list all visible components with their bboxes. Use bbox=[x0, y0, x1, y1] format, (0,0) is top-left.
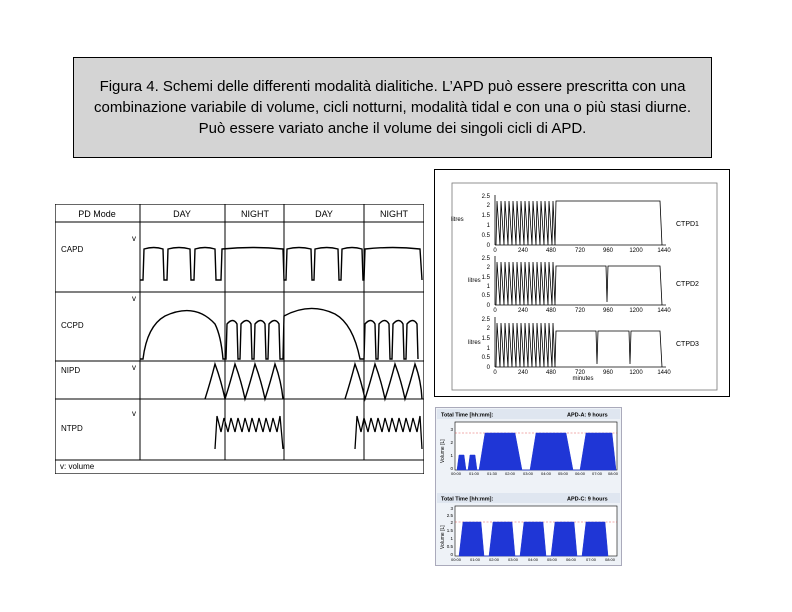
ctpd3-label: CTPD3 bbox=[676, 341, 699, 348]
apd2-xtick: 07:00 bbox=[585, 557, 597, 562]
apd1-xtick: 05:00 bbox=[557, 471, 569, 476]
apd2-xtick: 04:00 bbox=[527, 557, 539, 562]
apd-charts bbox=[435, 407, 622, 566]
header-night-2: NIGHT bbox=[380, 209, 408, 219]
apd1-ylabel: Volume [L] bbox=[440, 439, 446, 463]
apd2-volume-fill bbox=[459, 522, 608, 556]
ctpd1-ytick: 2.5 bbox=[481, 194, 490, 200]
ctpd1-ylabel: litres bbox=[451, 217, 464, 223]
apd2-ytick: 2 bbox=[450, 520, 453, 525]
apd1-xtick: 06:00 bbox=[574, 471, 586, 476]
ctpd2-ytick: 2 bbox=[486, 265, 490, 271]
apd1-xtick: 04:00 bbox=[540, 471, 552, 476]
header-day-2: DAY bbox=[315, 209, 333, 219]
apd2-xtick: 06:00 bbox=[565, 557, 577, 562]
axis-v-nipd: v bbox=[132, 363, 136, 372]
ctpd2-ytick: 0.5 bbox=[481, 293, 490, 299]
header-day-1: DAY bbox=[173, 209, 191, 219]
ctpd2-xtick: 0 bbox=[493, 308, 497, 314]
mode-capd: CAPD bbox=[61, 245, 84, 254]
apd2-xtick: 00:00 bbox=[450, 557, 462, 562]
ctpd3-xtick: 960 bbox=[602, 370, 614, 376]
ctpd3-xtick: 720 bbox=[574, 370, 586, 376]
apd2-ytick: 0 bbox=[450, 552, 453, 557]
ctpd1-xtick: 240 bbox=[517, 248, 529, 254]
apd1-xtick: 02:00 bbox=[504, 471, 516, 476]
ctpd2-xtick: 240 bbox=[517, 308, 529, 314]
ctpd1-xtick: 0 bbox=[493, 248, 497, 254]
ctpd2-xtick: 720 bbox=[574, 308, 586, 314]
apd1-xtick: 07:00 bbox=[591, 471, 603, 476]
figure-caption-box bbox=[73, 57, 712, 158]
apd1-xtick: 03:00 bbox=[522, 471, 534, 476]
ctpd1-ytick: 0 bbox=[486, 243, 490, 249]
ctpd3-ytick: 1 bbox=[486, 346, 490, 352]
ctpd-charts bbox=[434, 169, 730, 397]
apd1-ytick: 3 bbox=[450, 427, 453, 432]
ctpd1-ytick: 0.5 bbox=[481, 233, 490, 239]
ctpd3-ytick: 2.5 bbox=[481, 317, 490, 323]
mode-nipd: NIPD bbox=[61, 366, 81, 375]
mode-ntpd: NTPD bbox=[61, 424, 83, 433]
ctpd3-ytick: 1.5 bbox=[481, 336, 490, 342]
ctpd1-xtick: 480 bbox=[545, 248, 557, 254]
axis-v-capd: v bbox=[132, 234, 136, 243]
footnote-volume: v: volume bbox=[60, 462, 95, 471]
apd1-ytick: 2 bbox=[450, 440, 453, 445]
ctpd3-xtick: 1200 bbox=[629, 370, 643, 376]
ctpd3-ytick: 0.5 bbox=[481, 355, 490, 361]
ctpd1-xtick: 1440 bbox=[657, 248, 671, 254]
ctpd2-ytick: 2.5 bbox=[481, 256, 490, 262]
apd2-ytick: 1.5 bbox=[446, 528, 453, 533]
apd1-xtick: 01:30 bbox=[486, 471, 498, 476]
ctpd2-ytick: 1.5 bbox=[481, 275, 490, 281]
apd1-xtick: 01:00 bbox=[468, 471, 480, 476]
apd2-ylabel: Volume [L] bbox=[440, 525, 446, 549]
ctpd3-xtick: 1440 bbox=[657, 370, 671, 376]
apd1-xtick: 00:00 bbox=[450, 471, 462, 476]
apd2-ytick: 2.5 bbox=[446, 513, 453, 518]
ctpd3-xtick: 480 bbox=[545, 370, 557, 376]
ctpd2-ytick: 1 bbox=[486, 284, 490, 290]
ctpd3-ytick: 0 bbox=[486, 365, 490, 371]
ctpd3-xtick: 0 bbox=[493, 370, 497, 376]
ctpd2-xtick: 1200 bbox=[629, 308, 643, 314]
ctpd3-ylabel: litres bbox=[468, 340, 481, 346]
apd1-xtick: 08:00 bbox=[607, 471, 619, 476]
mode-ccpd: CCPD bbox=[61, 321, 84, 330]
apd2-xtick: 02:00 bbox=[488, 557, 500, 562]
apd2-mode: APD-C: 9 hours bbox=[567, 496, 608, 503]
ctpd2-ytick: 0 bbox=[486, 303, 490, 309]
ctpd3-ytick: 2 bbox=[486, 326, 490, 332]
ctpd1-ytick: 1 bbox=[486, 223, 490, 229]
ctpd2-label: CTPD2 bbox=[676, 281, 699, 288]
header-night-1: NIGHT bbox=[241, 209, 269, 219]
apd2-xtick: 05:00 bbox=[546, 557, 558, 562]
header-pd-mode: PD Mode bbox=[78, 209, 116, 219]
apd2-ytick: 3 bbox=[450, 506, 453, 511]
apd1-ytick: 0 bbox=[450, 466, 453, 471]
ctpd1-ytick: 1.5 bbox=[481, 213, 490, 219]
ctpd2-xtick: 480 bbox=[545, 308, 557, 314]
figure-caption: Figura 4. Schemi delle differenti modalità dialitiche. L’APD può essere prescritta con una combinazione variabile di volume, cicli notturni, modalità tidal e con una o più stasi diurne. Può essere variato anche il volume dei singoli cicli di APD. bbox=[94, 78, 691, 137]
apd1-title: Total Time [hh:mm]: bbox=[441, 412, 494, 419]
apd2-xtick: 08:00 bbox=[604, 557, 616, 562]
ctpd1-xtick: 960 bbox=[602, 248, 614, 254]
ctpd2-xtick: 1440 bbox=[657, 308, 671, 314]
ctpd1-xtick: 1200 bbox=[629, 248, 643, 254]
apd2-xtick: 01:00 bbox=[469, 557, 481, 562]
ctpd3-xtick: 240 bbox=[517, 370, 529, 376]
apd2-ytick: 0.5 bbox=[446, 544, 453, 549]
apd1-ytick: 1 bbox=[450, 453, 453, 458]
apd2-ytick: 1 bbox=[450, 536, 453, 541]
ctpd2-xtick: 960 bbox=[602, 308, 614, 314]
apd2-xtick: 03:00 bbox=[507, 557, 519, 562]
axis-v-ccpd: v bbox=[132, 294, 136, 303]
ctpd3-xlabel: minutes bbox=[572, 376, 594, 382]
apd1-mode: APD-A: 9 hours bbox=[567, 412, 608, 419]
pd-modes-diagram bbox=[55, 204, 424, 474]
axis-v-ntpd: v bbox=[132, 409, 136, 418]
ctpd1-xtick: 720 bbox=[574, 248, 586, 254]
ctpd1-label: CTPD1 bbox=[676, 221, 699, 228]
ctpd2-ylabel: litres bbox=[468, 278, 481, 284]
apd2-title: Total Time [hh:mm]: bbox=[441, 496, 494, 503]
ctpd1-ytick: 2 bbox=[486, 203, 490, 209]
